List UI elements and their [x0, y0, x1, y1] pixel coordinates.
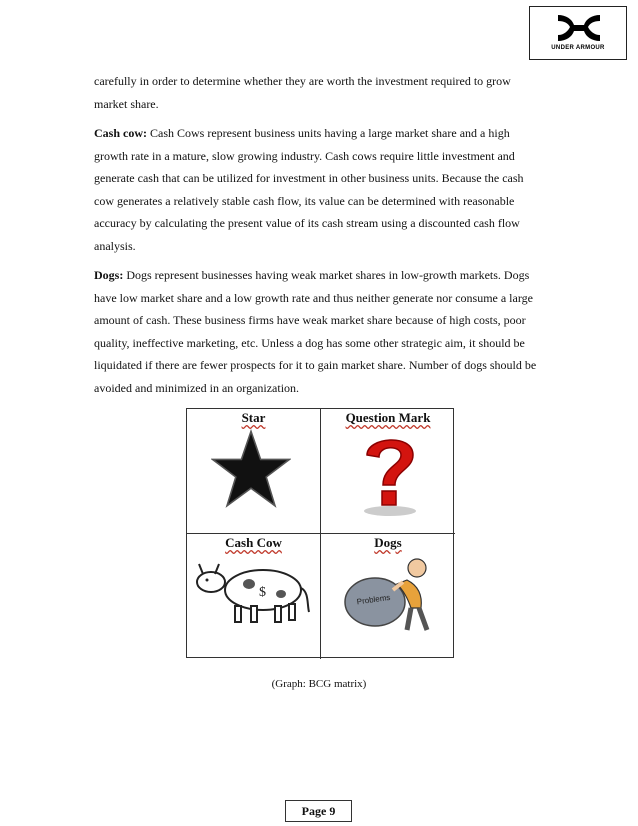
text-line: have low market share and a low growth rate and thus neither generate nor consume a large — [94, 290, 533, 305]
dogs-rock-text: Problems — [356, 592, 391, 607]
star-icon — [211, 429, 291, 509]
matrix-cell-dogs — [321, 534, 455, 659]
bcg-matrix — [186, 408, 454, 658]
text-line: quality, ineffective marketing, etc. Unless a dog has some other strategic aim, it should be — [94, 335, 525, 350]
intro-paragraph — [94, 70, 564, 115]
question-mark-icon — [355, 429, 425, 517]
matrix-cell-cash-cow — [187, 534, 321, 659]
star-label: Star — [241, 410, 266, 425]
text-line: growth rate in a mature, slow growing industry. Cash cows require little investment and — [94, 148, 515, 163]
text-line: carefully in order to determine whether they are worth the investment required to grow — [94, 74, 511, 88]
dogs-heading: Dogs: — [94, 268, 124, 282]
dogs-icon — [337, 552, 447, 640]
question-mark-label: Question Mark — [345, 410, 431, 425]
cash-cow-icon — [193, 552, 313, 634]
figure-caption: (Graph: BCG matrix) — [271, 678, 367, 690]
text-line: Cash Cows represent business units having a large market share and a high — [147, 126, 510, 140]
cash-cow-heading: Cash cow: — [94, 126, 147, 140]
under-armour-logo-icon — [556, 13, 602, 43]
cash-cow-label: Cash Cow — [225, 535, 282, 550]
text-line: liquidated if there are fewer prospects for it to gain market share. Number of dogs should be — [94, 358, 537, 372]
matrix-cell-star — [187, 409, 321, 534]
under-armour-logo — [529, 6, 627, 60]
page-number: Page 9 — [285, 800, 352, 822]
text-line: accuracy by calculating the present value of its cash stream using a discounted cash flow — [94, 216, 520, 230]
logo-text: UNDER ARMOUR — [551, 45, 605, 51]
text-line: analysis. — [94, 238, 136, 253]
body-text — [94, 70, 564, 406]
dogs-paragraph — [94, 264, 564, 399]
text-line: cow generates a relatively stable cash flow, its value can be determined with reasonable — [94, 193, 515, 208]
text-line: amount of cash. These business firms have weak market share because of high costs, poor — [94, 313, 526, 327]
text-line: Dogs represent businesses having weak market shares in low-growth markets. Dogs — [123, 268, 530, 282]
svg-text:$: $ — [259, 585, 266, 600]
dogs-label: Dogs — [374, 535, 402, 550]
cash-cow-paragraph — [94, 122, 564, 257]
text-line: generate cash that can be utilized for investment in other business units. Because the cash — [94, 171, 524, 185]
text-line: avoided and minimized in an organization. — [94, 380, 300, 395]
text-line: market share. — [94, 96, 159, 111]
matrix-cell-question-mark — [321, 409, 455, 534]
